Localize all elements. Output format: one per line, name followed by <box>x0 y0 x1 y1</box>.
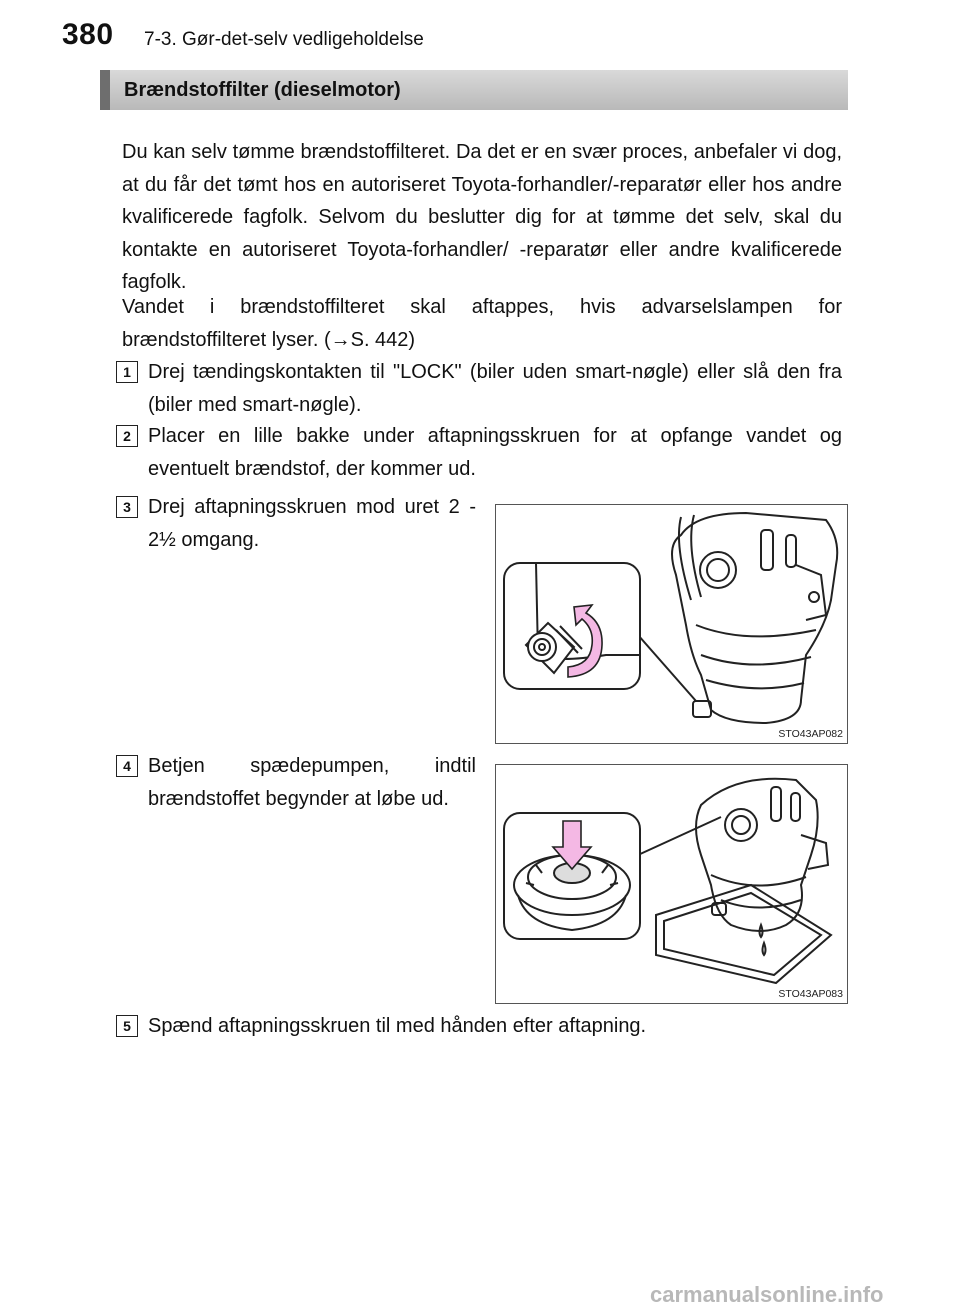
intro-paragraph-2: Vandet i brændstoffilteret skal aftappes, hvis advarselslampen for brændstoffilteret lyser. (→S. 442) <box>122 296 842 351</box>
step-number-5: 5 <box>116 1015 138 1037</box>
watermark: carmanualsonline.info <box>650 1282 884 1307</box>
page-number: 380 <box>62 18 114 51</box>
step-text-3: Drej aftapningsskruen mod uret 2 - 2½ omgang. <box>148 496 476 551</box>
priming-pump-illustration <box>496 765 847 1003</box>
figure-code-1: STO43AP082 <box>778 728 843 740</box>
figure-code-2: STO43AP083 <box>778 988 843 1000</box>
figure-drain-screw <box>495 504 848 744</box>
section-title: Brændstoffilter (dieselmotor) <box>124 79 401 101</box>
chapter-title: 7-3. Gør-det-selv vedligeholdelse <box>144 29 424 50</box>
step-number-3: 3 <box>116 496 138 518</box>
step-text-5: Spænd aftapningsskruen til med hånden efter aftapning. <box>148 1015 647 1037</box>
step-number-4: 4 <box>116 755 138 777</box>
step-number-2: 2 <box>116 425 138 447</box>
step-text-1: Drej tændingskontakten til "LOCK" (biler uden smart-nøgle) eller slå den fra (biler med smart-nøgle). <box>148 361 842 416</box>
section-header <box>100 70 848 110</box>
intro-paragraph-1: Du kan selv tømme brændstoffilteret. Da det er en svær proces, anbefaler vi dog, at du får det tømt hos en autoriseret Toyota-forhandler/-reparatør eller hos andre kvalificerede fagfolk. Selvom du beslutter dig for at tømme det selv, skal du kontakte en autoriseret Toyota-forhandler/ -reparatør eller andre kvalificerede fagfolk. <box>122 141 842 293</box>
step-text-4: Betjen spædepumpen, indtil brændstoffet begynder at løbe ud. <box>148 755 476 810</box>
figure-priming-pump <box>495 764 848 1004</box>
fuel-filter-drain-illustration <box>496 505 847 743</box>
step-number-1: 1 <box>116 361 138 383</box>
step-text-2: Placer en lille bakke under aftapningsskruen for at opfange vandet og eventuelt brændstof, der kommer ud. <box>148 425 842 480</box>
